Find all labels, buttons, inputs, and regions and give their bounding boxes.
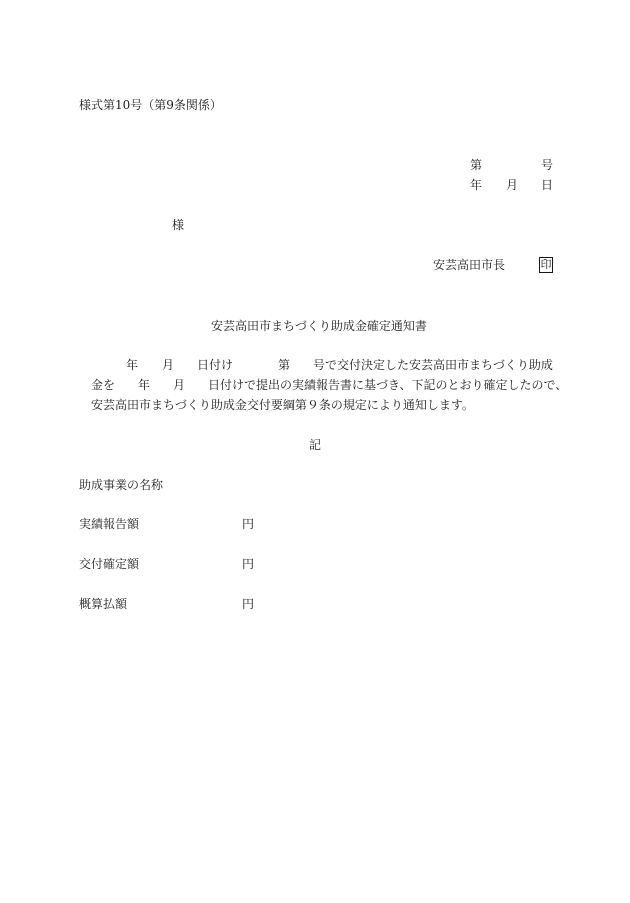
body-l1-year: 年 xyxy=(126,358,139,372)
body-l3: 安芸高田市まちづくり助成金交付要綱第９条の規定により通知します。 xyxy=(91,398,474,412)
ref-dai: 第 xyxy=(470,158,483,172)
body-l2-kin: 金を xyxy=(91,378,116,392)
item-project-name-label: 助成事業の名称 xyxy=(79,478,164,492)
ref-go: 号 xyxy=(541,158,554,172)
date-year: 年 xyxy=(470,178,483,192)
item-advance-label: 概算払額 xyxy=(79,597,128,611)
item-actual-report-label: 実績報告額 xyxy=(79,517,140,531)
item-actual-report-unit: 円 xyxy=(242,517,255,531)
ki-heading: 記 xyxy=(309,438,322,452)
body-l2-year: 年 xyxy=(138,378,151,392)
date-month: 月 xyxy=(506,178,519,192)
body-l2-rest: 日付けで提出の実績報告書に基づき、下記のとおり確定したので、 xyxy=(208,378,568,392)
body-l1-dai: 第 xyxy=(278,358,291,372)
body-l1-dated: 日付け xyxy=(197,358,234,372)
item-advance-unit: 円 xyxy=(242,597,255,611)
document-title: 安芸高田市まちづくり助成金確定通知書 xyxy=(211,319,427,333)
addressee-honorific: 様 xyxy=(172,218,185,232)
item-confirmed-label: 交付確定額 xyxy=(79,557,140,571)
issuer-title: 安芸高田市長 xyxy=(433,258,506,272)
date-day: 日 xyxy=(541,178,554,192)
form-number: 様式第10号（第9条関係） xyxy=(79,98,222,112)
body-l2-month: 月 xyxy=(173,378,186,392)
body-l1-month: 月 xyxy=(162,358,175,372)
body-l1-rest: 号で交付決定した安芸高田市まちづくり助成 xyxy=(313,358,553,372)
seal-mark: 印 xyxy=(540,258,552,271)
item-confirmed-unit: 円 xyxy=(242,557,255,571)
issuer-seal xyxy=(539,256,553,273)
